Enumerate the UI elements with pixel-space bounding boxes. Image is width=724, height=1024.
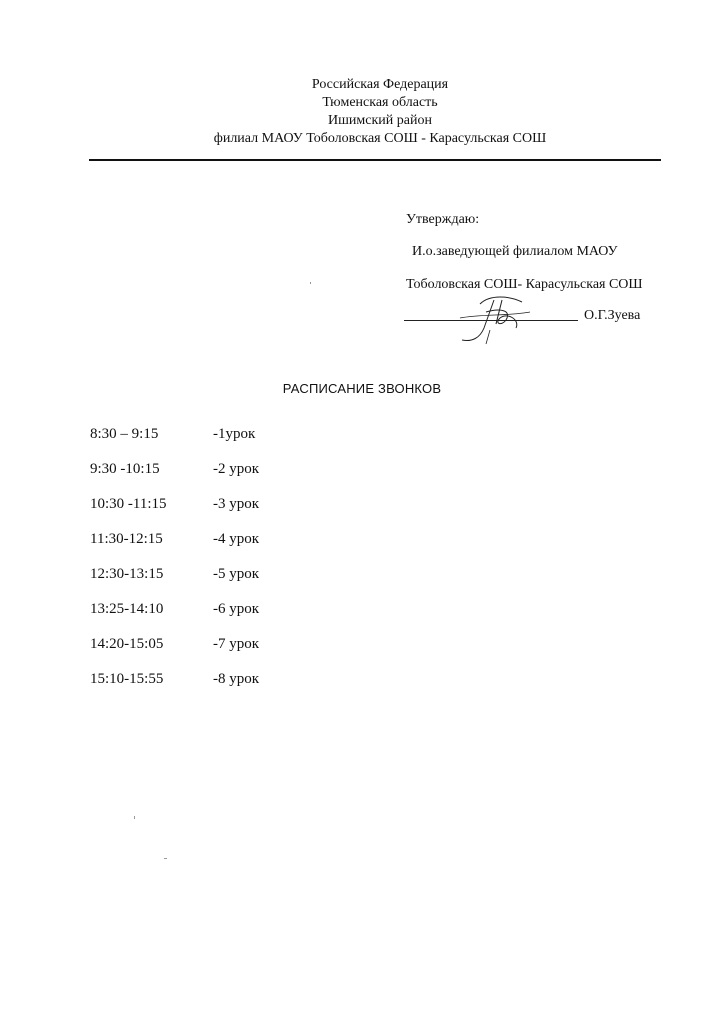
header-divider <box>89 159 661 161</box>
handwritten-signature <box>450 294 540 346</box>
lesson-label: -3 урок <box>213 496 260 512</box>
approver-organization: Тоболовская СОШ- Карасульская СОШ <box>406 277 643 292</box>
lesson-label: -8 урок <box>213 671 260 687</box>
lesson-time: 8:30 – 9:15 <box>90 426 159 442</box>
approve-label: Утверждаю: <box>406 212 480 227</box>
approver-position: И.о.заведующей филиалом МАОУ <box>412 244 618 259</box>
lesson-label: -1урок <box>213 426 256 442</box>
header-district: Ишимский район <box>328 113 432 128</box>
lesson-label: -2 урок <box>213 461 260 477</box>
lesson-time: 9:30 -10:15 <box>90 461 160 477</box>
lesson-label: -5 урок <box>213 566 260 582</box>
scan-speck <box>164 858 167 859</box>
header-region: Тюменская область <box>322 95 438 110</box>
lesson-time: 12:30-13:15 <box>90 566 164 582</box>
page-title: РАСПИСАНИЕ ЗВОНКОВ <box>282 381 442 396</box>
lesson-time: 14:20-15:05 <box>90 636 164 652</box>
lesson-time: 10:30 -11:15 <box>90 496 167 512</box>
header-school: филиал МАОУ Тоболовская СОШ - Карасульская СОШ <box>213 131 547 146</box>
lesson-time: 11:30-12:15 <box>90 531 163 547</box>
lesson-label: -7 урок <box>213 636 260 652</box>
lesson-label: -4 урок <box>213 531 260 547</box>
approver-name: О.Г.Зуева <box>584 308 641 323</box>
lesson-time: 15:10-15:55 <box>90 671 164 687</box>
scan-speck <box>134 816 135 819</box>
scan-speck <box>310 282 311 284</box>
lesson-time: 13:25-14:10 <box>90 601 164 617</box>
lesson-label: -6 урок <box>213 601 260 617</box>
header-country: Российская Федерация <box>311 77 449 92</box>
document-header <box>120 76 640 148</box>
